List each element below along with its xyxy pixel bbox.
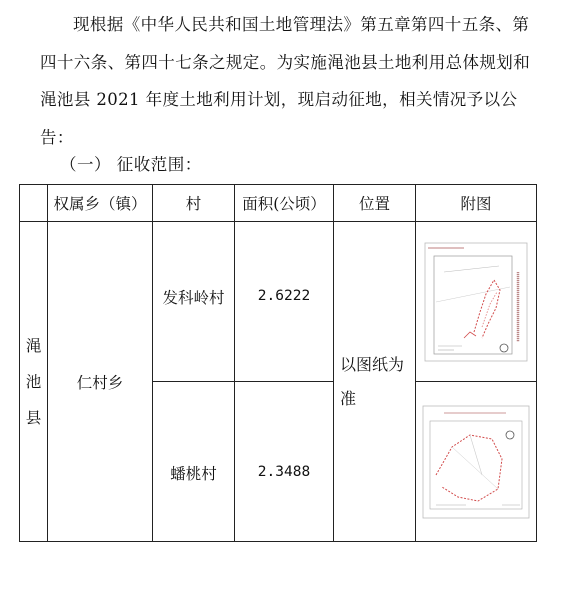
- village-cell: 发科岭村: [153, 222, 235, 382]
- map-cell-2: [416, 382, 537, 542]
- header-township: 权属乡（镇）: [48, 185, 153, 222]
- table-header-row: [20, 185, 537, 222]
- table-row: [20, 222, 537, 382]
- area-cell: 2.3488: [235, 382, 334, 542]
- header-area: 面积(公顷）: [235, 185, 334, 222]
- village-cell: 蟠桃村: [153, 382, 235, 542]
- header-village: 村: [153, 185, 235, 222]
- location-cell: 以图纸为准: [334, 222, 416, 542]
- county-cell: 渑 池 县: [20, 222, 48, 542]
- header-map: 附图: [416, 185, 537, 222]
- announcement-text: 现根据《中华人民共和国土地管理法》第五章第四十五条、第四十六条、第四十七条之规定。为实施渑池县土地利用总体规划和渑池县 2021 年度土地利用计划，现启动征地，相关情况予以公告：: [40, 15, 531, 147]
- parcel-map-thumbnail-1: [424, 242, 528, 362]
- header-blank: [20, 185, 48, 222]
- parcel-map-thumbnail-2: [422, 405, 530, 519]
- header-location: 位置: [334, 185, 416, 222]
- area-cell: 2.6222: [235, 222, 334, 382]
- map-cell-1: [416, 222, 537, 382]
- section-heading: （一） 征收范围：: [60, 155, 202, 174]
- land-acquisition-table: [19, 184, 537, 542]
- township-cell: 仁村乡: [48, 222, 153, 542]
- announcement-paragraph: [40, 6, 540, 156]
